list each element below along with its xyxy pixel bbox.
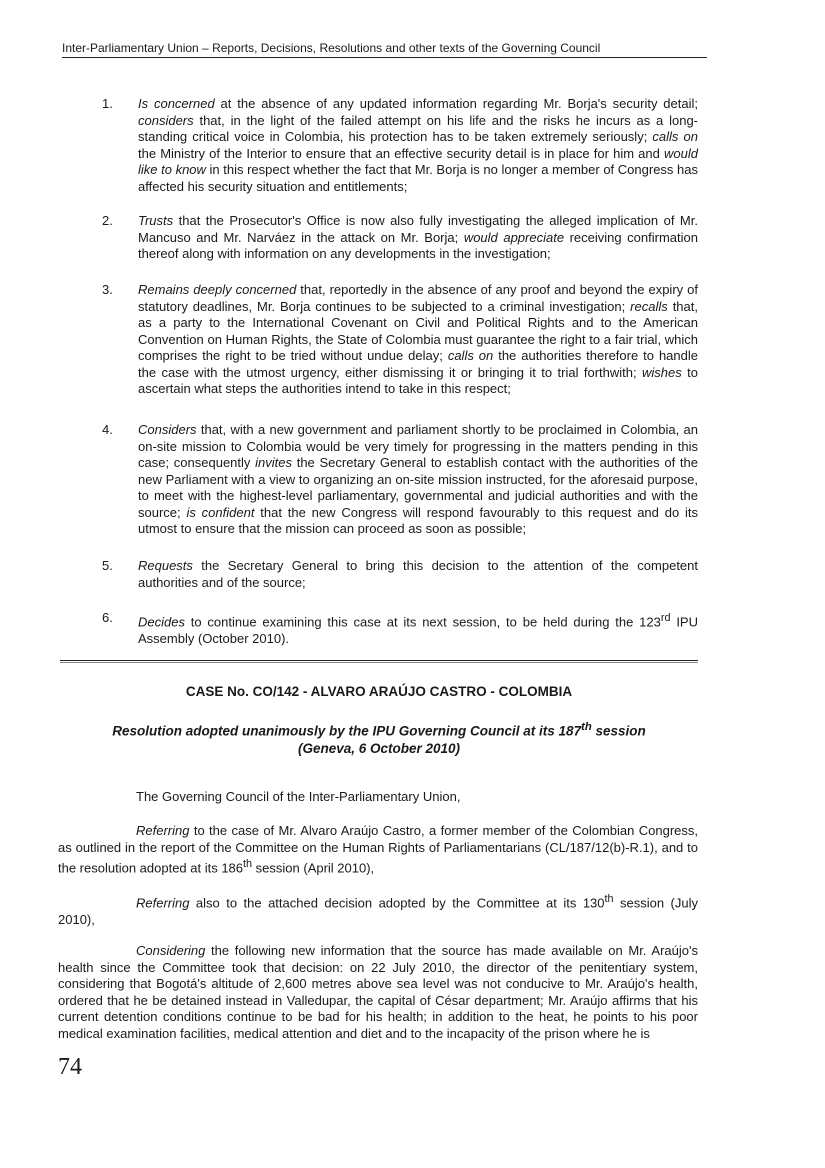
section-divider: [60, 660, 698, 663]
resolution-item-1: Is concerned at the absence of any updated information regarding Mr. Borja's security detail; considers that, in the light of the failed attempt on his life and the risks he incurs as a long-standing critical voice in Colombia, his protection has to be taken extremely seriously; calls on the Ministry of the Interior to ensure that an effective security detail is in place for him and would like to know in this respect whether the fact that Mr. Borja is no longer a member of Congress has affected his security situation and entitlements;: [138, 96, 698, 194]
item-number: 4.: [102, 422, 113, 437]
item-number: 6.: [102, 610, 113, 625]
preamble-paragraph-1: Referring to the case of Mr. Alvaro Araújo Castro, a former member of the Colombian Congress, as outlined in the report of the Committee on the Human Rights of Parliamentarians (CL/187/12(b)-R.1), and to the resolution adopted at its 186th session (April 2010),: [58, 823, 698, 876]
item-number: 1.: [102, 96, 113, 111]
resolution-item-4: Considers that, with a new government and parliament shortly to be proclaimed in Colombia, an on-site mission to Colombia would be very timely for progressing in the matters pending in this case; consequently invites the Secretary General to establish contact with the authorities of the new Parliament with a view to organizing an on-site mission instructed, for the aforesaid purpose, to meet with the highest-level parliamentary, governmental and judicial authorities and with the source; is confident that the new Congress will respond favourably to this request and do its utmost to ensure that the mission can proceed as soon as possible;: [138, 422, 699, 536]
intro-line: The Governing Council of the Inter-Parliamentary Union,: [136, 789, 461, 804]
item-number: 2.: [102, 213, 113, 228]
item-number: 3.: [102, 282, 113, 297]
preamble-paragraph-3: Considering the following new information that the source has made available on Mr. Araújo's health since the Committee took that decision: on 22 July 2010, the director of the penitentiary system, considering that Bogotá's altitude of 2,600 metres above sea level was not conducive to Mr. Araújo's health, ordered that he be detained instead in Valledupar, the capital of César department; Mr. Araújo affirms that his current detention conditions continue to be bad for his health; in addition to the heat, he points to his poor medical examination facilities, medical attention and diet and to the incapacity of the prison where he is: [58, 943, 698, 1041]
item-number: 5.: [102, 558, 113, 573]
preamble-paragraph-2: Referring also to the attached decision adopted by the Committee at its 130th session (July 2010),: [58, 893, 698, 927]
resolution-title: Resolution adopted unanimously by the IPU Governing Council at its 187th session (Geneva, 6 October 2010): [112, 721, 646, 756]
resolution-item-6: Decides to continue examining this case at its next session, to be held during the 123rd IPU Assembly (October 2010).: [138, 612, 698, 646]
running-header: Inter-Parliamentary Union – Reports, Decisions, Resolutions and other texts of the Governing Council: [62, 40, 707, 58]
case-title: CASE No. CO/142 - ALVARO ARAÚJO CASTRO - COLOMBIA: [185, 684, 573, 699]
resolution-item-3: Remains deeply concerned that, reportedly in the absence of any proof and beyond the expiry of statutory deadlines, Mr. Borja continues to be subjected to a criminal investigation; recalls that, as a party to the International Covenant on Civil and Political Rights and to the American Convention on Human Rights, the State of Colombia must guarantee the right to a fair trial, which comprises the right to be tried without undue delay; calls on the authorities therefore to handle the case with the utmost urgency, either dismissing it or bringing it to trial forthwith; wishes to ascertain what steps the authorities intend to take in this respect;: [138, 282, 698, 396]
resolution-item-5: Requests the Secretary General to bring this decision to the attention of the competent authorities and of the source;: [138, 558, 698, 590]
resolution-item-2: Trusts that the Prosecutor's Office is now also fully investigating the alleged implication of Mr. Mancuso and Mr. Narváez in the attack on Mr. Borja; would appreciate receiving confirmation thereof along with information on any developments in the investigation;: [138, 213, 698, 261]
page-number: 74: [58, 1054, 82, 1080]
